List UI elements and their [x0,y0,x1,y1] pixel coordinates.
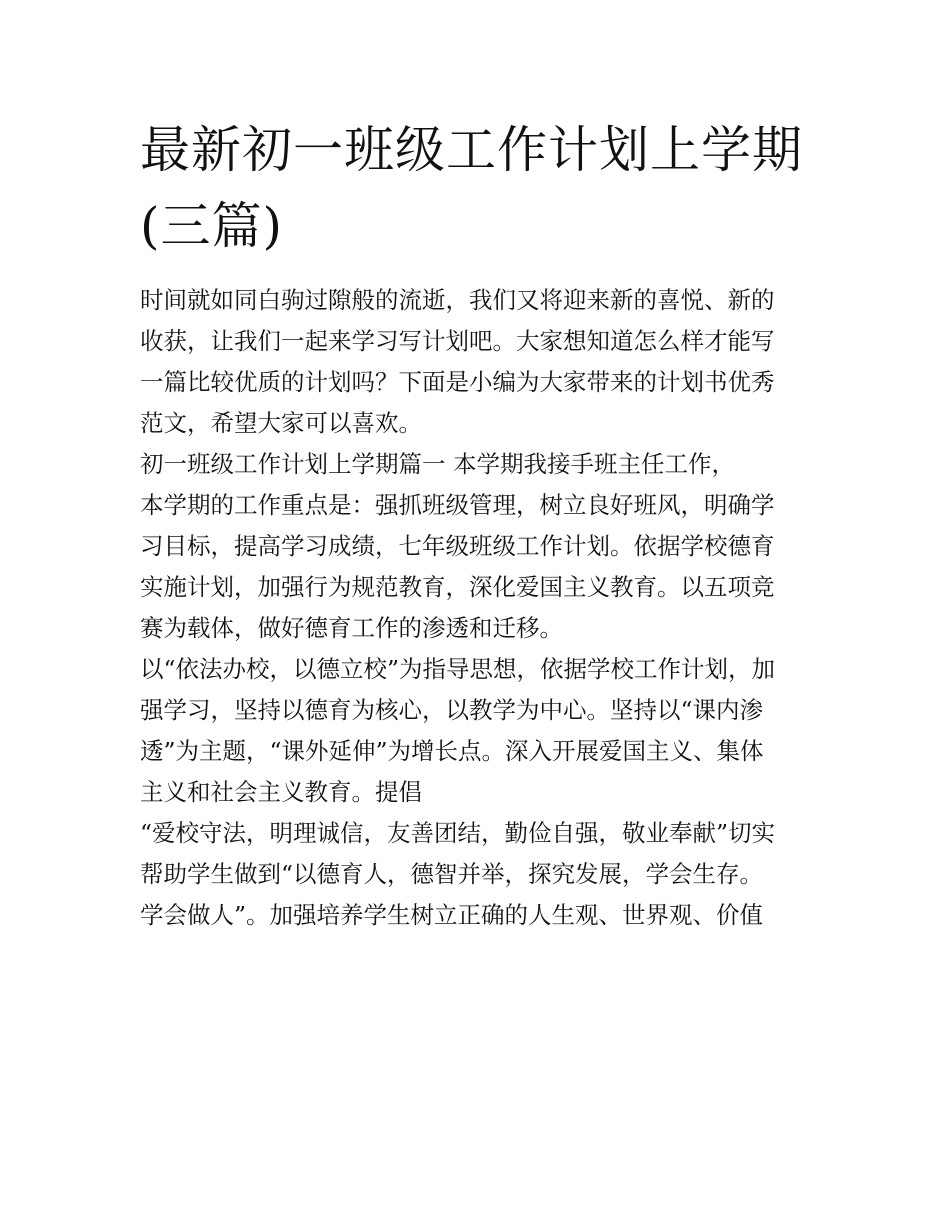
text-line: 时间就如同白驹过隙般的流逝，我们又将迎来新的喜悦、新的 [140,286,775,314]
text-line: 赛为载体，做好德育工作的渗透和迁移。 [140,614,563,642]
document-title [140,112,820,264]
text-line: 习目标，提高学习成绩，七年级班级工作计划。依据学校德育 [140,532,775,560]
text-line: 透”为主题，“课外延伸”为增长点。深入开展爱国主义、集体 [140,737,764,765]
text-line: “爱校守法，明理诚信，友善团结，勤俭自强，敬业奉献”切实 [140,819,776,847]
paragraph-guiding-thought [140,649,820,813]
paragraph-section-heading [140,444,820,485]
text-line: 实施计划，加强行为规范教育，深化爱国主义教育。以五项竞 [140,573,775,601]
text-line: 强学习，坚持以德育为核心，以教学为中心。坚持以“课内渗 [140,696,764,724]
document-body [140,280,820,936]
text-line: 初一班级工作计划上学期篇一 本学期我接手班主任工作， [140,450,735,478]
text-line: 收获，让我们一起来学习写计划吧。大家想知道怎么样才能写 [140,327,775,355]
text-line: 范文，希望大家可以喜欢。 [140,409,422,437]
title-line: (三篇) [140,197,284,255]
text-line: 以“依法办校，以德立校”为指导思想，依据学校工作计划，加 [140,655,776,683]
text-line: 学会做人”。加强培养学生树立正确的人生观、世界观、价值 [140,901,764,929]
title-line: 最新初一班级工作计划上学期 [140,121,803,179]
paragraph-intro [140,280,820,444]
text-line: 帮助学生做到“以德育人，德智并举，探究发展，学会生存。 [140,860,764,888]
text-line: 一篇比较优质的计划吗？下面是小编为大家带来的计划书优秀 [140,368,775,396]
paragraph-focus [140,485,820,649]
text-line: 主义和社会主义教育。提倡 [140,778,422,806]
paragraph-motto [140,813,820,936]
text-line: 本学期的工作重点是：强抓班级管理，树立良好班风，明确学 [140,491,775,519]
